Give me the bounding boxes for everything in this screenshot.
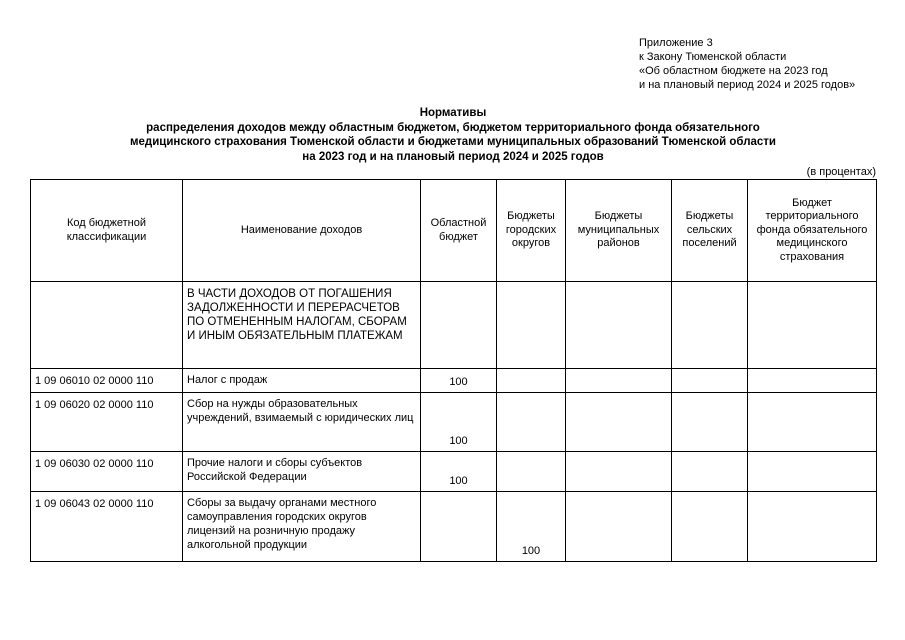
row-regional: 100 — [421, 452, 497, 492]
row-fund — [748, 492, 877, 562]
row-regional — [421, 492, 497, 562]
title-line: медицинского страхования Тюменской области и бюджетами муниципальных образований Тюменской области — [130, 136, 776, 148]
row-name: Налог с продаж — [183, 369, 421, 393]
row-code: 1 09 06030 02 0000 110 — [31, 452, 183, 492]
section-code-cell — [31, 282, 183, 369]
empty-cell — [748, 282, 877, 369]
row-name: Сборы за выдачу органами местного самоуправления городских округов лицензий на розничную продажу алкогольной продукции — [183, 492, 421, 562]
empty-cell — [421, 282, 497, 369]
header-regional: Областной бюджет — [421, 180, 497, 282]
appendix-line: и на плановый период 2024 и 2025 годов» — [639, 79, 856, 91]
row-code: 1 09 06020 02 0000 110 — [31, 393, 183, 452]
units-label: (в процентах) — [806, 166, 876, 178]
empty-cell — [672, 282, 748, 369]
title-line: на 2023 год и на плановый период 2024 и 2025 годов — [302, 150, 604, 163]
row-municipal — [566, 492, 672, 562]
header-fund: Бюджет территориального фонда обязательного медицинского страхования — [748, 180, 877, 282]
row-urban — [497, 393, 566, 452]
document-title — [30, 106, 876, 164]
header-rural: Бюджеты сельских поселений — [672, 180, 748, 282]
row-fund — [748, 369, 877, 393]
header-code: Код бюджетной классификации — [31, 180, 183, 282]
row-municipal — [566, 452, 672, 492]
row-fund — [748, 452, 877, 492]
section-row — [31, 282, 877, 369]
revenue-table — [30, 179, 877, 562]
empty-cell — [497, 282, 566, 369]
row-municipal — [566, 369, 672, 393]
table-row — [31, 492, 877, 562]
header-municipal: Бюджеты муниципальных районов — [566, 180, 672, 282]
row-rural — [672, 393, 748, 452]
row-rural — [672, 492, 748, 562]
appendix-line: «Об областном бюджете на 2023 год — [639, 65, 828, 77]
row-rural — [672, 452, 748, 492]
row-rural — [672, 369, 748, 393]
section-title: В ЧАСТИ ДОХОДОВ ОТ ПОГАШЕНИЯ ЗАДОЛЖЕННОСТИ И ПЕРЕРАСЧЕТОВ ПО ОТМЕНЕННЫМ НАЛОГАМ, СБОРАМ И ИНЫМ ОБЯЗАТЕЛЬНЫМ ПЛАТЕЖАМ — [183, 282, 421, 369]
title-line: распределения доходов между областным бюджетом, бюджетом территориального фонда обязательного — [146, 121, 760, 134]
appendix-line: Приложение 3 — [639, 37, 713, 49]
row-urban — [497, 369, 566, 393]
row-urban — [497, 452, 566, 492]
row-code: 1 09 06010 02 0000 110 — [31, 369, 183, 393]
row-urban: 100 — [497, 492, 566, 562]
table-row — [31, 393, 877, 452]
row-code: 1 09 06043 02 0000 110 — [31, 492, 183, 562]
appendix-line: к Закону Тюменской области — [639, 51, 787, 63]
table-header-row — [31, 180, 877, 282]
table-row — [31, 452, 877, 492]
header-name: Наименование доходов — [183, 180, 421, 282]
row-name: Сбор на нужды образовательных учреждений, взимаемый с юридических лиц — [183, 393, 421, 452]
row-municipal — [566, 393, 672, 452]
row-regional: 100 — [421, 393, 497, 452]
appendix-note — [639, 36, 855, 92]
row-fund — [748, 393, 877, 452]
table-row — [31, 369, 877, 393]
header-urban: Бюджеты городских округов — [497, 180, 566, 282]
row-name: Прочие налоги и сборы субъектов Российской Федерации — [183, 452, 421, 492]
title-line: Нормативы — [419, 107, 487, 119]
empty-cell — [566, 282, 672, 369]
row-regional: 100 — [421, 369, 497, 393]
